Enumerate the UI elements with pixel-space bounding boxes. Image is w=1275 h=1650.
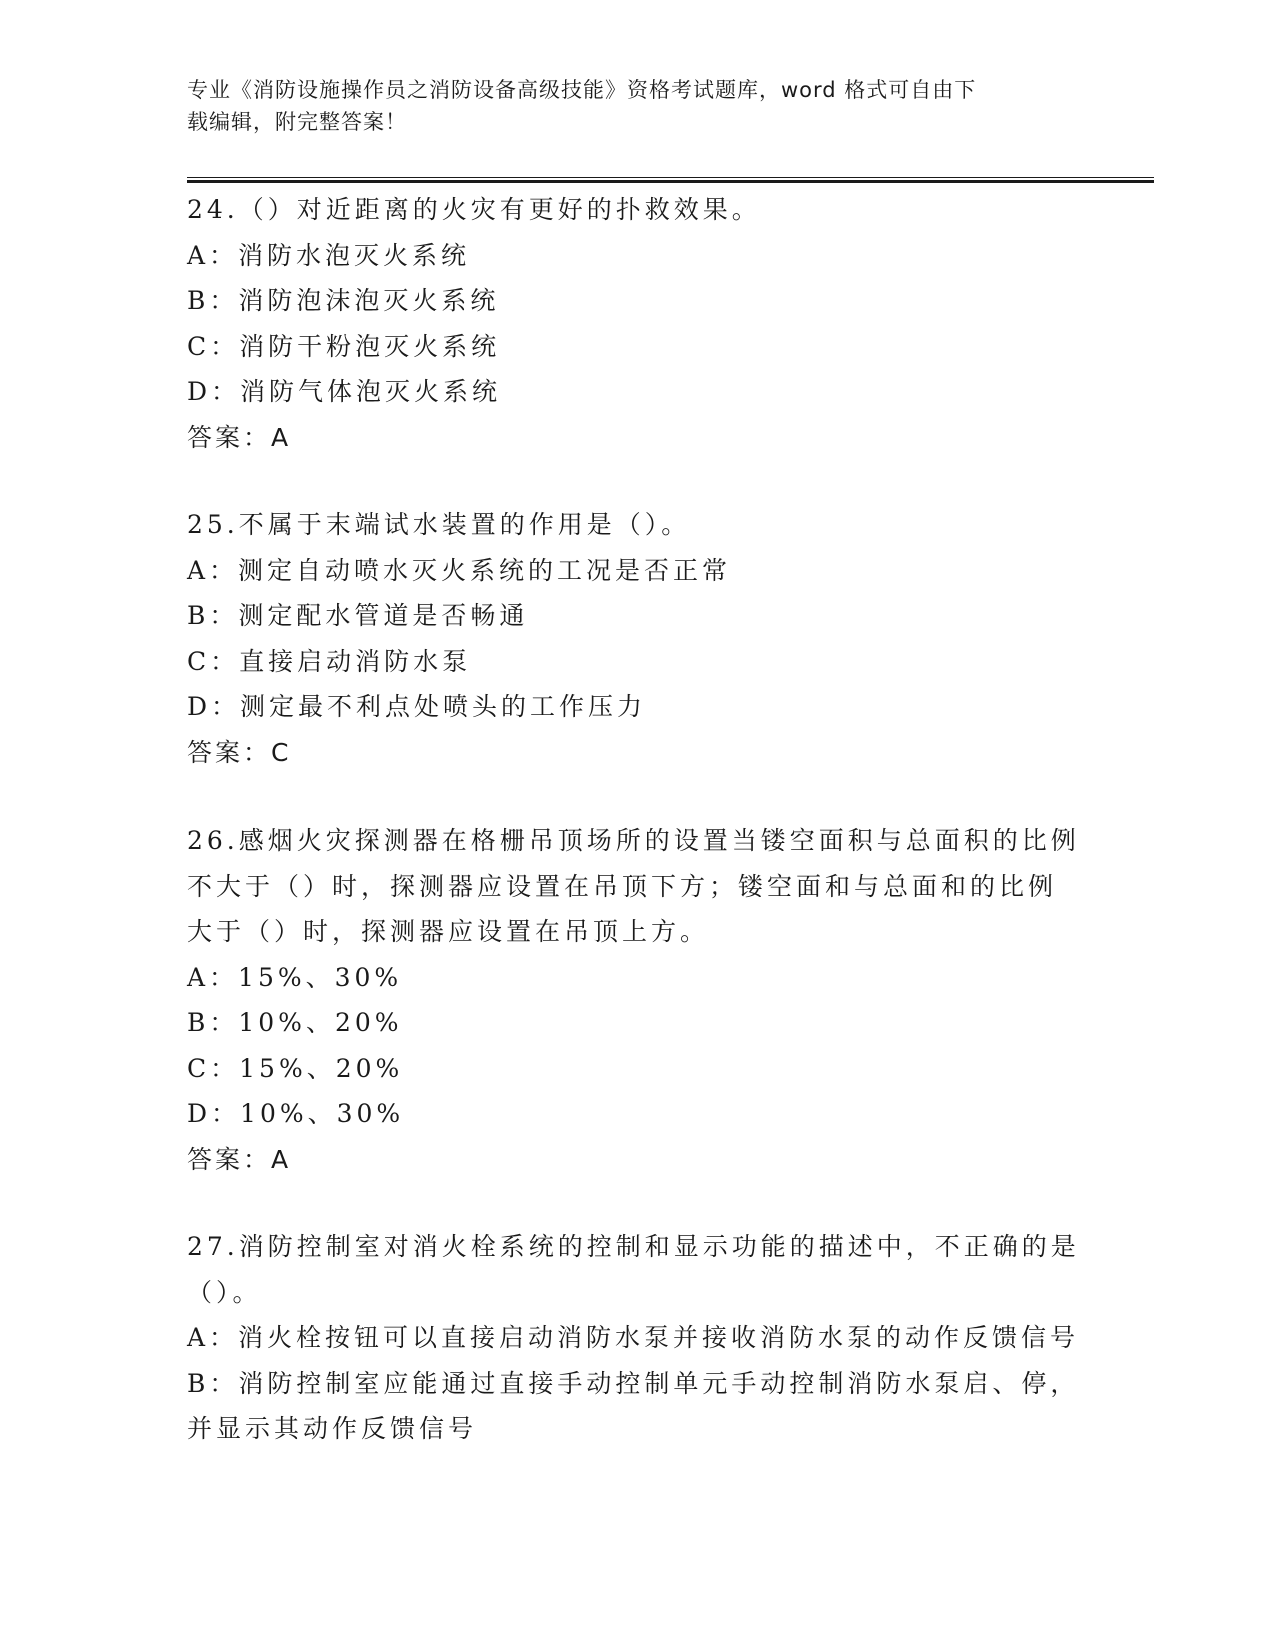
- option-c: C：消防干粉泡灭火系统: [187, 331, 501, 361]
- question-26: [187, 818, 1087, 1182]
- question-stem-line-1: 26.感烟火灾探测器在格栅吊顶场所的设置当镂空面积与总面积的比例: [187, 826, 1080, 855]
- option-d: D：消防气体泡灭火系统: [187, 377, 502, 406]
- option-d: D：测定最不利点处喷头的工作压力: [187, 692, 647, 721]
- option-b: B：测定配水管道是否畅通: [187, 601, 529, 630]
- header-divider-thick: [187, 180, 1154, 183]
- option-a: A：测定自动喷水灭火系统的工况是否正常: [187, 555, 732, 585]
- option-b-continued: 并显示其动作反馈信号: [187, 1414, 478, 1443]
- question-27: [187, 1224, 1087, 1452]
- question-24: [187, 187, 1087, 460]
- document-header: [187, 74, 1067, 138]
- header-line-2: 载编辑，附完整答案！: [187, 110, 407, 134]
- question-stem: 25.不属于末端试水装置的作用是（）。: [187, 510, 691, 539]
- question-stem-line-2: （）。: [187, 1277, 262, 1307]
- option-b: B：消防控制室应能通过直接手动控制单元手动控制消防水泵启、停，: [187, 1368, 1080, 1398]
- option-a: A：消防水泡灭火系统: [187, 240, 471, 270]
- question-25: [187, 502, 1087, 775]
- question-stem: 24.（）对近距离的火灾有更好的扑救效果。: [187, 195, 761, 224]
- option-a: A：15%、30%: [187, 962, 403, 992]
- header-divider-thin: [187, 177, 1154, 178]
- option-b: B：10%、20%: [187, 1008, 403, 1037]
- option-a: A：消火栓按钮可以直接启动消防水泵并接收消防水泵的动作反馈信号: [187, 1323, 1080, 1352]
- answer: 答案：C: [187, 737, 292, 767]
- question-stem-line-2: 不大于（）时，探测器应设置在吊顶下方；镂空面和与总面和的比例: [187, 871, 1058, 901]
- answer: 答案：A: [187, 422, 292, 452]
- option-c: C：直接启动消防水泵: [187, 646, 472, 676]
- option-c: C：15%、20%: [187, 1053, 404, 1083]
- question-stem-line-1: 27.消防控制室对消火栓系统的控制和显示功能的描述中，不正确的是: [187, 1232, 1080, 1261]
- header-line-1: 专业《消防设施操作员之消防设备高级技能》资格考试题库，word 格式可自由下: [187, 78, 977, 102]
- question-stem-line-3: 大于（）时，探测器应设置在吊顶上方。: [187, 917, 710, 946]
- answer: 答案：A: [187, 1144, 292, 1174]
- option-d: D：10%、30%: [187, 1099, 405, 1128]
- option-b: B：消防泡沫泡灭火系统: [187, 286, 500, 315]
